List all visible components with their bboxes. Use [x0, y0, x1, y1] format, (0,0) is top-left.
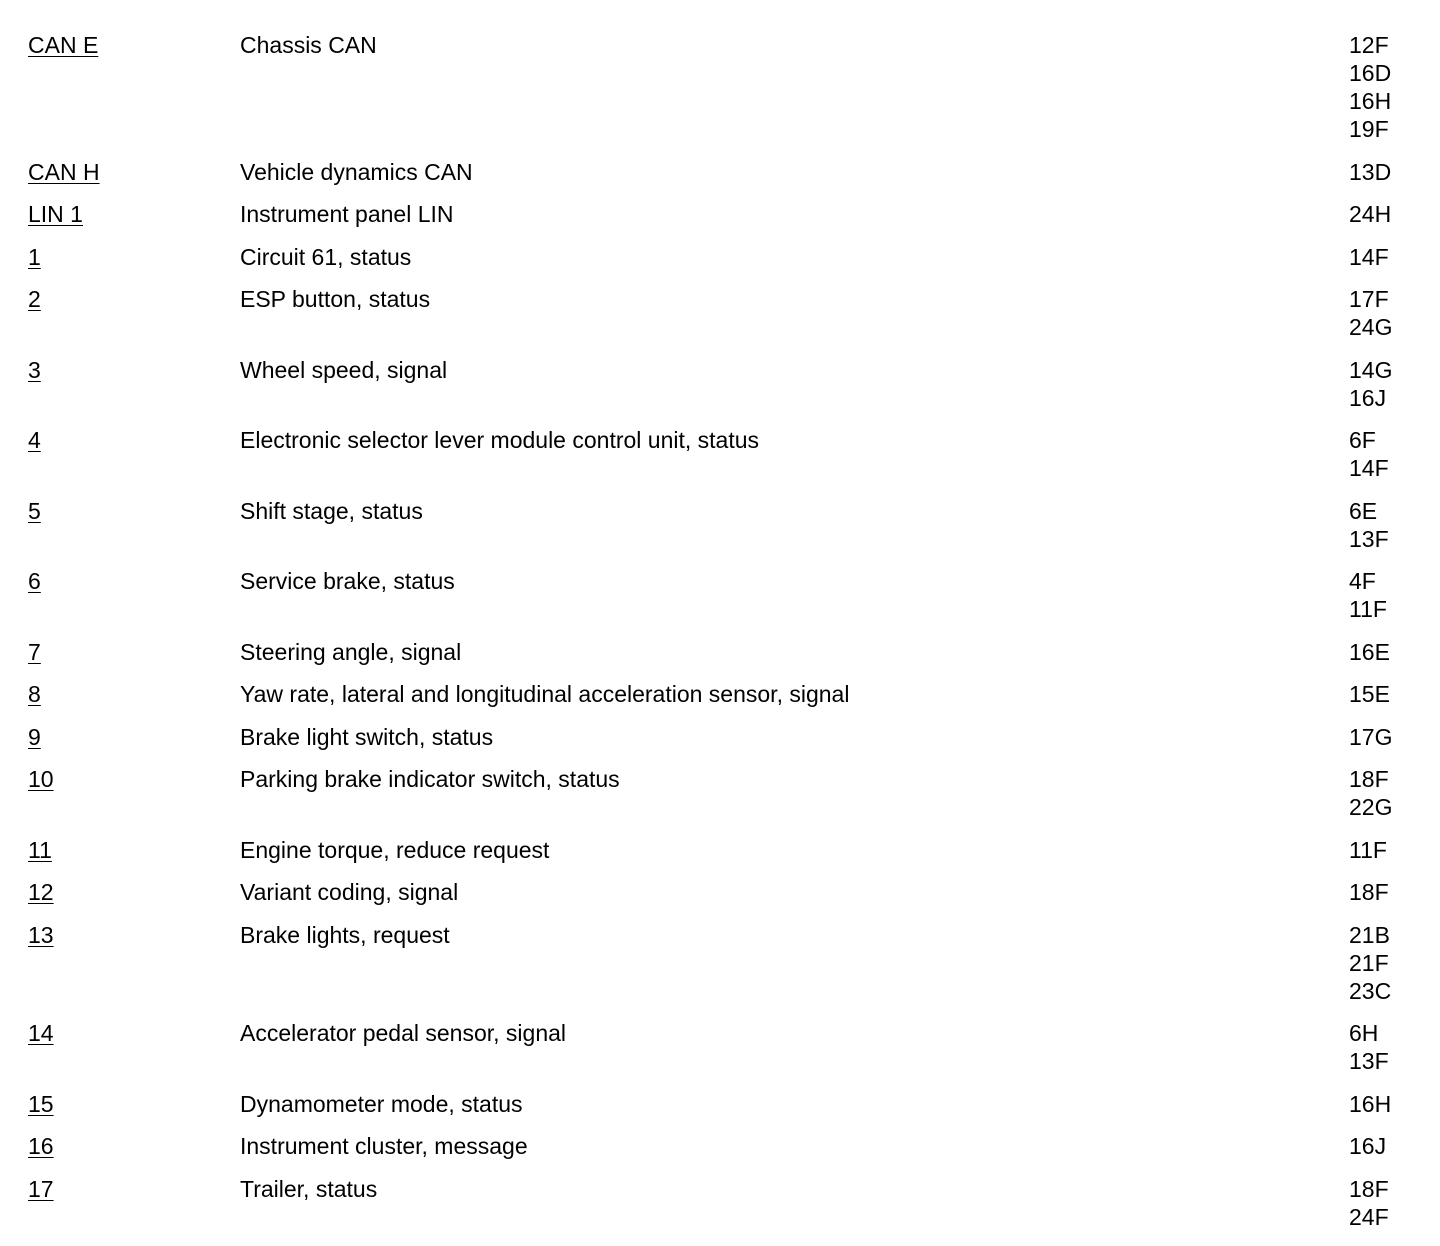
signal-code-link[interactable]: CAN H — [28, 158, 100, 185]
grid-reference: 18F — [1349, 1175, 1389, 1202]
signal-description: Electronic selector lever module control unit, status — [240, 427, 760, 453]
grid-reference: 17G — [1349, 723, 1393, 750]
signal-row — [0, 638, 1440, 666]
grid-reference: 22G — [1349, 794, 1393, 820]
signal-row — [0, 723, 1440, 751]
grid-reference: 18F — [1349, 766, 1389, 792]
signal-description: Yaw rate, lateral and longitudinal acceleration sensor, signal — [240, 681, 850, 707]
signal-code-link[interactable]: 8 — [28, 681, 41, 707]
grid-reference: 14G — [1349, 356, 1393, 383]
signal-description: Engine torque, reduce request — [240, 836, 550, 863]
signal-code — [28, 200, 83, 228]
grid-reference-list — [1349, 836, 1440, 864]
signal-code — [28, 1175, 54, 1203]
signal-code-link[interactable]: 3 — [28, 356, 41, 383]
grid-reference: 23C — [1349, 977, 1392, 1004]
grid-reference: 24F — [1349, 1203, 1389, 1230]
grid-reference: 19F — [1349, 116, 1389, 142]
signal-description: Wheel speed, signal — [240, 356, 448, 383]
signal-code — [28, 243, 41, 271]
signal-code — [28, 356, 41, 384]
signal-description: Instrument panel LIN — [240, 201, 454, 227]
grid-reference-list — [1349, 1132, 1440, 1160]
signal-row — [0, 356, 1440, 412]
signal-code-link[interactable]: 12 — [28, 879, 54, 905]
signal-code — [28, 1090, 54, 1118]
signal-row — [0, 836, 1440, 864]
signal-code — [28, 836, 52, 864]
signal-code — [28, 285, 41, 313]
grid-reference-list — [1349, 497, 1440, 553]
signal-row — [0, 1132, 1440, 1160]
grid-reference: 16J — [1349, 1133, 1387, 1159]
signal-code-link[interactable]: 9 — [28, 723, 41, 750]
grid-reference: 6H — [1349, 1020, 1379, 1046]
signal-code — [28, 921, 54, 949]
grid-reference-list — [1349, 765, 1440, 821]
signal-row — [0, 158, 1440, 186]
grid-reference: 21F — [1349, 949, 1389, 976]
grid-reference: 4F — [1349, 568, 1376, 594]
signal-row — [0, 878, 1440, 906]
signal-description: Parking brake indicator switch, status — [240, 766, 620, 792]
signal-code — [28, 765, 54, 793]
signal-row — [0, 765, 1440, 821]
grid-reference-list — [1349, 200, 1440, 228]
signal-code-link[interactable]: 4 — [28, 427, 41, 453]
signal-row — [0, 1019, 1440, 1075]
grid-reference-list — [1349, 680, 1440, 708]
signal-description: Trailer, status — [240, 1175, 378, 1202]
signal-code-link[interactable]: CAN E — [28, 32, 99, 58]
signal-list — [0, 31, 1440, 1245]
signal-code-link[interactable]: 14 — [28, 1020, 54, 1046]
signal-code-link[interactable]: LIN 1 — [28, 201, 83, 227]
grid-reference-list — [1349, 426, 1440, 482]
grid-reference: 24G — [1349, 314, 1393, 340]
signal-code — [28, 1019, 54, 1047]
signal-code-link[interactable]: 10 — [28, 766, 54, 792]
signal-code-link[interactable]: 2 — [28, 286, 41, 312]
grid-reference: 16H — [1349, 88, 1392, 114]
signal-row — [0, 200, 1440, 228]
signal-code — [28, 567, 41, 595]
grid-reference-list — [1349, 1019, 1440, 1075]
signal-description: Service brake, status — [240, 568, 455, 594]
signal-code-link[interactable]: 1 — [28, 243, 41, 270]
grid-reference-list — [1349, 638, 1440, 666]
signal-description: Steering angle, signal — [240, 638, 462, 665]
signal-code-link[interactable]: 7 — [28, 638, 41, 665]
signal-description: Instrument cluster, message — [240, 1133, 528, 1159]
signal-description: Variant coding, signal — [240, 879, 459, 905]
grid-reference: 6F — [1349, 427, 1376, 453]
grid-reference: 14F — [1349, 455, 1389, 481]
signal-code-link[interactable]: 5 — [28, 497, 41, 524]
signal-row — [0, 285, 1440, 341]
grid-reference-list — [1349, 921, 1440, 1005]
signal-code — [28, 878, 54, 906]
grid-reference-list — [1349, 878, 1440, 906]
signal-row — [0, 31, 1440, 143]
signal-row — [0, 680, 1440, 708]
signal-description: Chassis CAN — [240, 32, 377, 58]
signal-description: ESP button, status — [240, 286, 431, 312]
signal-row — [0, 426, 1440, 482]
signal-code-link[interactable]: 16 — [28, 1133, 54, 1159]
signal-code-link[interactable]: 15 — [28, 1090, 54, 1117]
grid-reference-list — [1349, 285, 1440, 341]
grid-reference: 11F — [1349, 596, 1387, 622]
grid-reference: 17F — [1349, 286, 1389, 312]
grid-reference: 12F — [1349, 32, 1389, 58]
signal-code-link[interactable]: 11 — [28, 836, 52, 863]
grid-reference: 16E — [1349, 638, 1390, 665]
grid-reference-list — [1349, 356, 1440, 412]
signal-code-link[interactable]: 6 — [28, 568, 41, 594]
grid-reference-list — [1349, 1090, 1440, 1118]
signal-row — [0, 921, 1440, 1005]
grid-reference: 11F — [1349, 836, 1387, 863]
signal-code — [28, 723, 41, 751]
grid-reference: 16H — [1349, 1090, 1392, 1117]
signal-code — [28, 426, 41, 454]
signal-description: Circuit 61, status — [240, 243, 412, 270]
signal-description: Dynamometer mode, status — [240, 1090, 523, 1117]
signal-row — [0, 567, 1440, 623]
signal-code — [28, 31, 98, 59]
signal-description: Shift stage, status — [240, 497, 423, 524]
grid-reference-list — [1349, 723, 1440, 751]
grid-reference: 21B — [1349, 921, 1390, 948]
signal-code — [28, 158, 100, 186]
signal-code — [28, 497, 41, 525]
signal-row — [0, 1090, 1440, 1118]
signal-row — [0, 1175, 1440, 1231]
grid-reference-list — [1349, 567, 1440, 623]
grid-reference: 24H — [1349, 201, 1392, 227]
grid-reference: 16D — [1349, 60, 1392, 86]
signal-code-link[interactable]: 17 — [28, 1175, 54, 1202]
signal-description: Brake lights, request — [240, 921, 450, 948]
signal-description: Brake light switch, status — [240, 723, 494, 750]
grid-reference-list — [1349, 243, 1440, 271]
signal-row — [0, 243, 1440, 271]
signal-code — [28, 1132, 54, 1160]
grid-reference: 13D — [1349, 158, 1392, 185]
grid-reference-list — [1349, 31, 1440, 143]
signal-code-link[interactable]: 13 — [28, 921, 54, 948]
signal-description: Accelerator pedal sensor, signal — [240, 1020, 567, 1046]
grid-reference: 13F — [1349, 525, 1389, 552]
signal-description: Vehicle dynamics CAN — [240, 158, 473, 185]
grid-reference: 15E — [1349, 681, 1390, 707]
grid-reference: 16J — [1349, 384, 1387, 411]
grid-reference: 14F — [1349, 243, 1389, 270]
grid-reference: 6E — [1349, 497, 1378, 524]
grid-reference-list — [1349, 158, 1440, 186]
signal-code — [28, 680, 41, 708]
grid-reference: 13F — [1349, 1048, 1389, 1074]
signal-code — [28, 638, 41, 666]
grid-reference-list — [1349, 1175, 1440, 1231]
signal-row — [0, 497, 1440, 553]
grid-reference: 18F — [1349, 879, 1389, 905]
